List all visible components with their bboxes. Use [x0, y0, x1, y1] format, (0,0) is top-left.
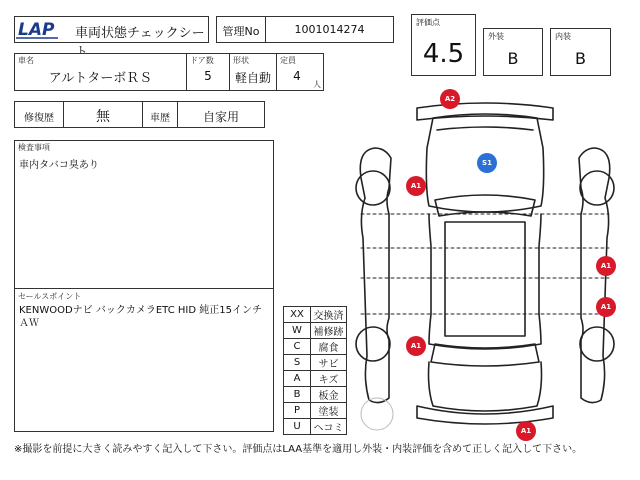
logo-text: LAP	[18, 20, 55, 40]
capacity-cell	[276, 53, 324, 91]
kanri-label-cell	[216, 16, 266, 43]
damage-legend-table	[283, 306, 347, 435]
doors-value: 5	[204, 69, 212, 83]
rear-body	[429, 362, 542, 411]
legend-meaning: 板金	[311, 387, 347, 403]
shape-value: 軽自動	[234, 71, 271, 85]
car-body-diagram	[345, 88, 625, 440]
legend-meaning: キズ	[311, 371, 347, 387]
legend-row	[284, 323, 347, 339]
capacity-label: 定員	[280, 56, 296, 65]
car-type-value: 自家用	[202, 110, 239, 124]
score-label: 評価点	[416, 18, 440, 27]
damage-mark: A1	[596, 297, 616, 317]
legend-meaning: 補修跡	[311, 323, 347, 339]
car-type-label-cell	[142, 101, 178, 128]
doors-label: ドア数	[190, 56, 214, 65]
exterior-label: 外装	[488, 32, 504, 41]
car-name-value: アルトターボＲＳ	[48, 71, 153, 86]
repair-value-cell	[63, 101, 143, 128]
interior-box	[550, 28, 611, 76]
roof-inner	[445, 222, 525, 336]
legend-code: P	[284, 403, 311, 419]
legend-code: U	[284, 419, 311, 435]
sales-point-label: セールスポイント	[18, 292, 82, 301]
legend-row	[284, 419, 347, 435]
shape-label: 形状	[233, 56, 249, 65]
sheet-title: 車両状態チェックシー	[75, 26, 205, 41]
legend-row	[284, 339, 347, 355]
legend-code: XX	[284, 307, 311, 323]
car-name-cell	[14, 53, 187, 91]
shape-cell	[229, 53, 277, 91]
left-front-wheel	[356, 171, 390, 205]
footer-note: ※撮影を前提に大きく読みやすく記入して下さい。評価点はLAA基準を適用し外装・内装評価を含めて正しく記入して下さい。	[14, 444, 583, 455]
legend-code: W	[284, 323, 311, 339]
damage-mark: A1	[596, 256, 616, 276]
repair-label: 修復歴	[24, 113, 54, 124]
right-rear-wheel	[580, 327, 614, 361]
damage-mark: A1	[516, 421, 536, 441]
kanri-value: 1001014274	[294, 23, 365, 36]
hood-line	[437, 127, 533, 130]
legend-code: C	[284, 339, 311, 355]
damage-mark: A2	[440, 89, 460, 109]
car-type-label: 車歴	[150, 113, 170, 124]
lap-logo	[14, 16, 72, 42]
car-type-value-cell	[177, 101, 265, 128]
right-front-wheel	[580, 171, 614, 205]
rear-bumper	[417, 406, 553, 424]
capacity-unit: 人	[313, 80, 321, 89]
legend-meaning: 交換済	[311, 307, 347, 323]
interior-value: B	[575, 49, 586, 68]
sales-point-text: KENWOODナビ バックカメラETC HID 純正15インチＡＷ	[19, 305, 262, 329]
legend-row	[284, 387, 347, 403]
interior-label: 内装	[555, 32, 571, 41]
damage-mark: A1	[406, 176, 426, 196]
score-box	[411, 14, 476, 76]
inspection-text: 車内タバコ臭あり	[19, 160, 99, 171]
legend-row	[284, 371, 347, 387]
inspection-box	[14, 140, 274, 289]
damage-mark: S1	[477, 153, 497, 173]
exterior-box	[483, 28, 543, 76]
repair-label-cell	[14, 101, 64, 128]
kanri-label: 管理No	[222, 25, 260, 38]
legend-code: B	[284, 387, 311, 403]
legend-meaning: 腐食	[311, 339, 347, 355]
legend-row	[284, 307, 347, 323]
repair-value: 無	[96, 109, 110, 125]
score-value: 4.5	[422, 39, 465, 69]
legend-meaning: ヘコミ	[311, 419, 347, 435]
car-name-label: 車名	[18, 56, 34, 65]
exterior-value: B	[507, 49, 519, 68]
legend-code: A	[284, 371, 311, 387]
left-side-outline	[360, 148, 391, 403]
inspection-label: 検査事項	[18, 143, 50, 152]
kanri-value-cell	[265, 16, 394, 43]
legend-row	[284, 355, 347, 371]
sales-point-box	[14, 288, 274, 432]
legend-meaning: サビ	[311, 355, 347, 371]
left-rear-wheel	[356, 327, 390, 361]
legend-code: S	[284, 355, 311, 371]
doors-cell	[186, 53, 230, 91]
damage-mark: A1	[406, 336, 426, 356]
capacity-value: 4	[293, 69, 301, 83]
windshield	[435, 195, 535, 216]
legend-meaning: 塗装	[311, 403, 347, 419]
legend-row	[284, 403, 347, 419]
